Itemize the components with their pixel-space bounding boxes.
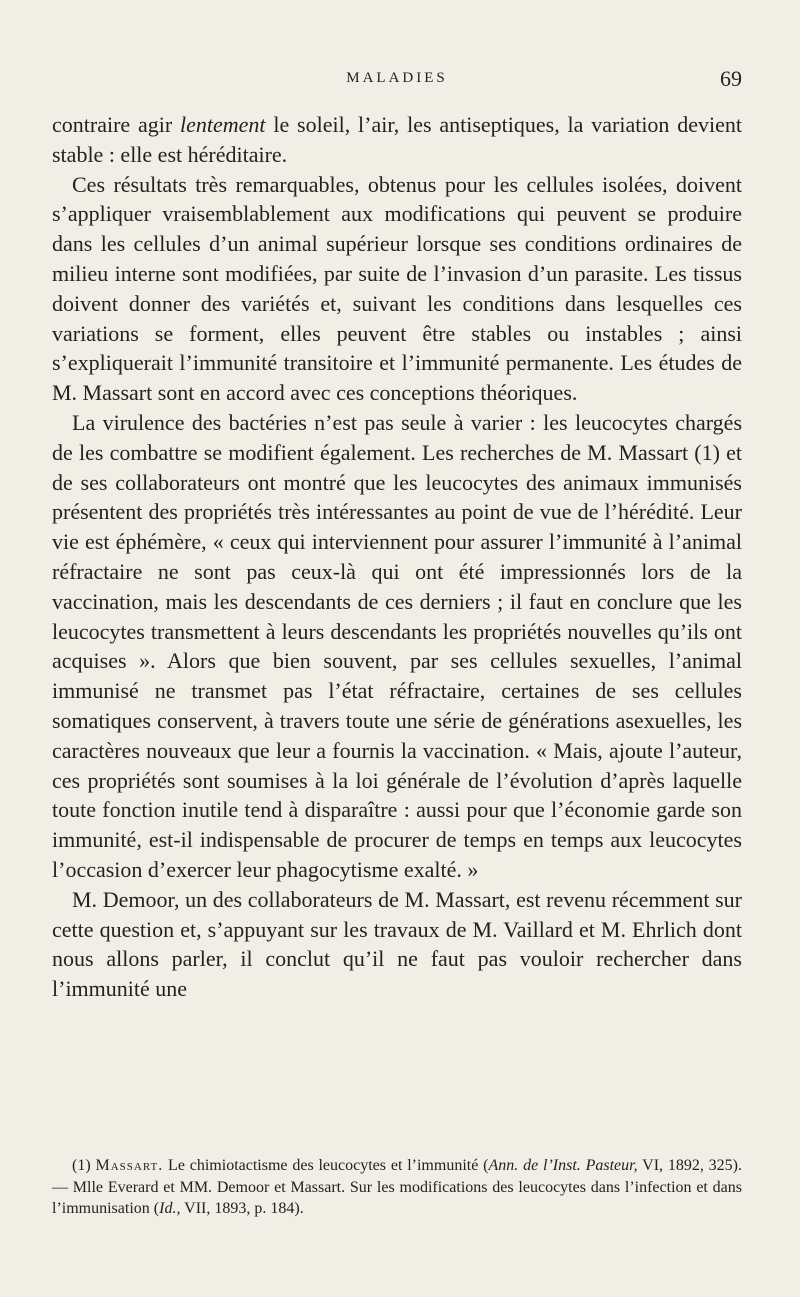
- footnote-journal: Id.,: [159, 1200, 181, 1217]
- emphasis-lentement: lentement: [180, 112, 266, 137]
- paragraph-text: le soleil, l’air, les antiseptiques, la variation devient stable : elle est héréditaire.: [52, 112, 743, 167]
- footnote-text: VII, 1893, p. 184).: [180, 1200, 304, 1217]
- running-title: MALADIES: [346, 70, 448, 86]
- footnote-marker: (1): [72, 1157, 96, 1174]
- footnote-text: Le chimiotactisme des leucocytes et l’immunité (: [163, 1157, 489, 1174]
- paragraph: M. Demoor, un des collaborateurs de M. Massart, est revenu récemment sur cette question et, s’appuyant sur les travaux de M. Vaillard et M. Ehrlich dont nous allons parler, il conclut qu’il ne faut pas vouloir rechercher dans l’immunité une: [52, 886, 742, 1002]
- paragraph-text: contraire agir: [52, 112, 181, 137]
- footnote-journal: Ann. de l’Inst. Pasteur,: [488, 1157, 638, 1174]
- paragraph: La virulence des bactéries n’est pas seule à varier : les leucocytes chargés de les combattre se modifient également. Les recherches de M. Massart (1) et de ses collaborateurs ont montré que les leucocytes des animaux immunisés présentent des propriétés très intéressantes au point de vue de l’hérédité. Leur vie est éphémère, « ceux qui interviennent pour assurer l’immunité à l’animal réfractaire ne sont pas ceux-là qui ont été impressionnés lors de la vaccination, mais les descendants de ces derniers ; il faut en conclure que les leucocytes transmettent à leurs descendants les propriétés nouvelles qu’ils ont acquises ». Alors que bien souvent, par ses cellules sexuelles, l’animal immunisé ne transmet pas l’état réfractaire, certaines de ses cellules somatiques conservent, à travers toute une série de générations asexuelles, les caractères nouveaux que leur a fournis la vaccination. « Mais, ajoute l’auteur, ces propriétés sont soumises à la loi générale de l’évolution d’après laquelle toute fonction inutile tend à disparaître : aussi pour que l’économie garde son immunité, est-il indispensable de procurer de temps en temps aux leucocytes l’occasion d’exercer leur phagocytisme exalté. »: [52, 409, 742, 882]
- page-header: [52, 66, 742, 98]
- footnote-author: Massart.: [95, 1157, 164, 1174]
- footnote-text: VI, 1892, 325). — Mlle Everard et MM. Demoor et Massart. Sur les modifications des leucocytes dans l’infection et dans l’immunisation (: [52, 1157, 743, 1217]
- paragraph-continuation: [52, 110, 742, 170]
- page-number: 69: [720, 66, 742, 91]
- body-text: [52, 110, 742, 1004]
- footnote: [52, 1155, 742, 1220]
- paragraph: Ces résultats très remarquables, obtenus pour les cellules isolées, doivent s’appliquer vraisemblablement aux modifications qui peuvent se produire dans les cellules d’un animal supérieur lorsque ses conditions ordinaires de milieu interne sont modifiées, par suite de l’invasion d’un parasite. Les tissus doivent donner des variétés et, suivant les conditions dans lesquelles ces variations se forment, elles peuvent être stables ou instables ; ainsi s’expliquerait l’immunité transitoire et l’immunité permanente. Les études de M. Massart sont en accord avec ces conceptions théoriques.: [52, 171, 742, 406]
